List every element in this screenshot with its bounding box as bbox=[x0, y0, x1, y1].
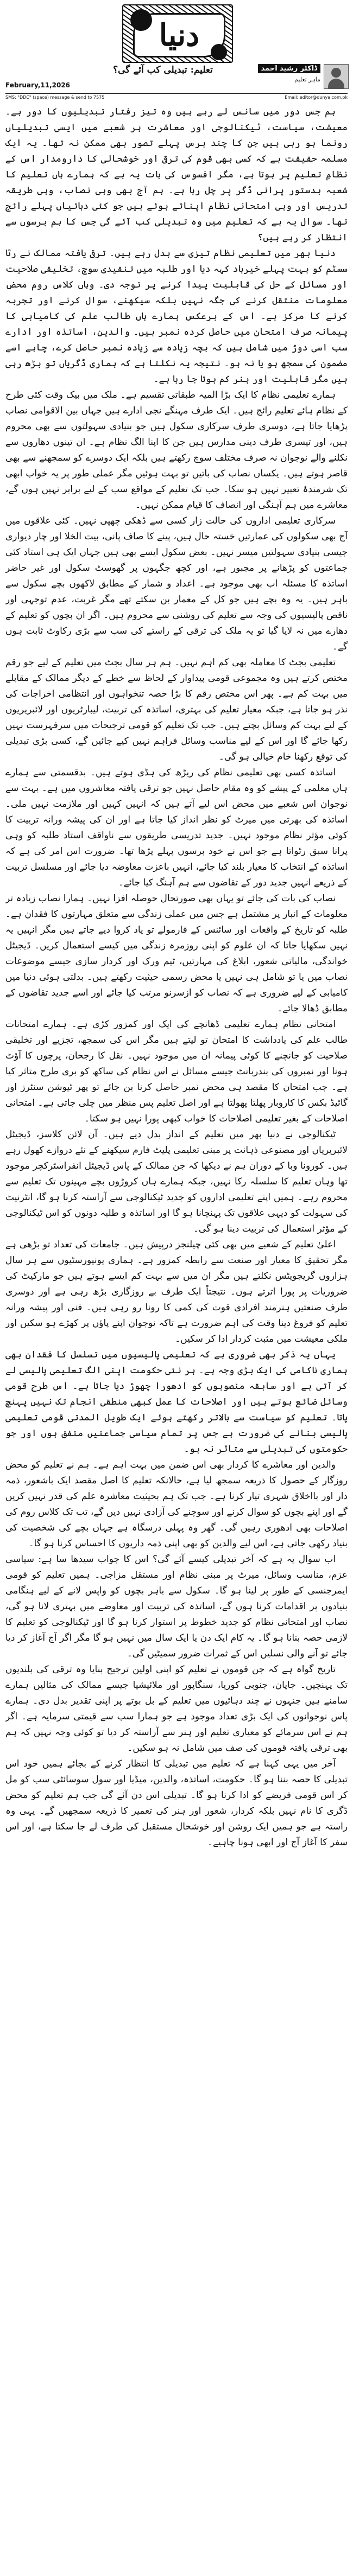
author-photo bbox=[324, 64, 349, 89]
article-paragraph: امتحانی نظام ہمارے تعلیمی ڈھانچے کی ایک اور کمزور کڑی ہے۔ ہمارے امتحانات طالب علم کی یادداشت کا امتحان تو لیتے ہیں مگر اس کی سمجھ، تجزیے اور تخلیقی صلاحیت کو جانچنے کا کوئی پیمانہ ان میں موجود نہیں۔ نقل کا رجحان، پرچوں کا آؤٹ ہونا اور نمبروں کی بندربانٹ جیسے مسائل نے اس نظام کی ساکھ کو بری طرح متاثر کیا ہے۔ جب امتحان کا مقصد ہی محض نمبر حاصل کرنا بن جائے تو پھر ٹیوشن سنٹرز اور گائیڈ بکس کا کاروبار پھلتا پھولتا ہے اور اصل تعلیم پس منظر میں چلی جاتی ہے۔ امتحانی اصلاحات کے بغیر تعلیمی اصلاحات کا خواب کبھی پورا نہیں ہو سکتا۔ bbox=[5, 1019, 348, 1124]
article-paragraph: ہم جس دور میں سانس لے رہے ہیں وہ تیز رفتار تبدیلیوں کا دور ہے۔ معیشت، سیاست، ٹیکنالوجی اور معاشرت ہر شعبے میں ایسی تبدیلیاں رونما ہو رہی ہیں جن کا چند برس پہلے تصور بھی ممکن نہ تھا۔ یہ ایک مسلمہ حقیقت ہے کہ کسی بھی قوم کی ترقی اور خوشحالی کا دارومدار اس کے نظامِ تعلیم پر ہوتا ہے، مگر افسوس کی بات یہ ہے کہ ہمارے ہاں تعلیم کا شعبہ بدستور پرانی ڈگر پر چل رہا ہے۔ ہم آج بھی وہی نصاب، وہی طریقہ تدریس اور وہی امتحانی نظام اپنائے ہوئے ہیں جو کئی دہائیاں پہلے رائج تھا۔ سوال یہ ہے کہ تعلیم میں وہ تبدیلی کب آئے گی جس کا ہم برسوں سے انتظار کر رہے ہیں؟ bbox=[5, 106, 348, 243]
article-paragraph: آخر میں یہی کہنا ہے کہ تعلیم میں تبدیلی کا انتظار کرنے کے بجائے ہمیں خود اس تبدیلی کا حصہ بننا ہو گا۔ حکومت، اساتذہ، والدین، میڈیا اور سول سوسائٹی سب کو مل کر اس قومی فریضے کو ادا کرنا ہو گا۔ تبدیلی اس دن آئے گی جب ہم تعلیم کو محض ڈگری کا نام نہیں بلکہ کردار، شعور اور ہنر کی تعمیر کا ذریعہ سمجھیں گے۔ یہی وہ راستہ ہے جو ہمیں ایک روشن اور خوشحال مستقبل کی طرف لے جا سکتا ہے، اور اس سفر کا آغاز آج اور ابھی ہونا چاہیے۔ bbox=[5, 1758, 348, 1848]
article-paragraph: سرکاری تعلیمی اداروں کی حالت زار کسی سے ڈھکی چھپی نہیں۔ کئی علاقوں میں آج بھی سکولوں کی عمارتیں خستہ حال ہیں، پینے کا صاف پانی، بیت الخلا اور چار دیواری جیسی بنیادی سہولتیں میسر نہیں۔ بعض سکول ایسے بھی ہیں جہاں ایک ہی استاد کئی جماعتوں کو پڑھانے پر مجبور ہے، اور کچھ جگہوں پر گھوسٹ سکول اور غیر حاضر اساتذہ کا مسئلہ اب بھی موجود ہے۔ اعداد و شمار کے مطابق لاکھوں بچے سکول سے باہر ہیں۔ یہ وہ بچے ہیں جو کل کے معمار بن سکتے تھے مگر غربت، عدم توجہی اور ناقص پالیسیوں کی وجہ سے تعلیم کی روشنی سے محروم ہیں۔ اگر ان بچوں کو تعلیم کے دھارے میں نہ لایا گیا تو یہ ملک کی ترقی کے راستے کی سب سے بڑی رکاوٹ ثابت ہوں گے۔ bbox=[5, 515, 348, 652]
article-paragraph: تاریخ گواہ ہے کہ جن قوموں نے تعلیم کو اپنی اولین ترجیح بنایا وہ ترقی کی بلندیوں تک پہنچیں۔ جاپان، جنوبی کوریا، سنگاپور اور ملائیشیا جیسے ممالک کی مثالیں ہمارے سامنے ہیں جنہوں نے چند دہائیوں میں تعلیم کے بل بوتے پر اپنی تقدیر بدل دی۔ ہمارے پاس نوجوانوں کی ایک بڑی تعداد موجود ہے جو ہمارا سب سے قیمتی سرمایہ ہے۔ اگر ہم نے اس سرمائے کو معیاری تعلیم اور ہنر سے آراستہ کر دیا تو کوئی وجہ نہیں کہ ہم بھی ترقی یافتہ قوموں کی صف میں شامل نہ ہو سکیں۔ bbox=[5, 1664, 348, 1754]
author-block bbox=[251, 64, 349, 90]
article-paragraph: اب سوال یہ ہے کہ آخر تبدیلی کیسے آئے گی؟ اس کا جواب سیدھا سا ہے: سیاسی عزم، مناسب وسائل، میرٹ پر مبنی نظام اور مستقل مزاجی۔ ہمیں تعلیم کو قومی ایمرجنسی کے طور پر لینا ہو گا۔ سکول سے باہر بچوں کو واپس لانے کے لیے ہنگامی بنیادوں پر اقدامات کرنا ہوں گے، اساتذہ کی تربیت اور معاوضے میں بہتری لانا ہو گی، نصاب اور امتحانی نظام کو جدید خطوط پر استوار کرنا ہو گا اور ٹیکنالوجی کو تعلیم کا لازمی حصہ بنانا ہو گا۔ یہ کام ایک دن یا ایک سال میں نہیں ہو گا مگر اگر آج آغاز کر دیا جائے تو آنے والی نسلیں اس کے ثمرات ضرور سمیٹیں گی۔ bbox=[5, 1554, 348, 1659]
article-paragraph: اعلیٰ تعلیم کے شعبے میں بھی کئی چیلنجز درپیش ہیں۔ جامعات کی تعداد تو بڑھی ہے مگر تحقیق کا معیار اور صنعت سے رابطہ کمزور ہے۔ ہماری یونیورسٹیوں سے ہر سال ہزاروں گریجویٹس نکلتے ہیں مگر ان میں سے بہت کم ایسے ہوتے ہیں جو مارکیٹ کی ضروریات پر پورا اترتے ہوں۔ نتیجتاً ایک طرف بے روزگاری بڑھ رہی ہے اور دوسری طرف صنعتیں ہنرمند افرادی قوت کی کمی کا رونا رو رہی ہیں۔ فنی اور پیشہ ورانہ تعلیم کو فروغ دینا وقت کی اہم ضرورت ہے تاکہ نوجوان اپنے پاؤں پر کھڑے ہو سکیں اور ملکی معیشت میں مثبت کردار ادا کر سکیں۔ bbox=[5, 1239, 348, 1344]
email-info: Email: editor@dunya.com.pk bbox=[285, 95, 348, 100]
author-name: ڈاکٹر رشید احمد bbox=[258, 64, 320, 73]
masthead bbox=[0, 0, 353, 100]
author-title: ماہر تعلیم bbox=[294, 76, 320, 83]
article-paragraph: ٹیکنالوجی نے دنیا بھر میں تعلیم کے انداز بدل دیے ہیں۔ آن لائن کلاسز، ڈیجیٹل لائبریریاں اور مصنوعی ذہانت پر مبنی تعلیمی پلیٹ فارم سیکھنے کے نئے دروازے کھول رہے ہیں۔ کورونا وبا کے دوران ہم نے دیکھا کہ جن ممالک کے پاس ڈیجیٹل انفراسٹرکچر موجود تھا وہاں تعلیم کا سلسلہ رکا نہیں، جبکہ ہمارے ہاں کروڑوں بچے مہینوں تک تعلیم سے محروم رہے۔ ہمیں اپنے تعلیمی اداروں کو جدید ٹیکنالوجی سے آراستہ کرنا ہو گا، انٹرنیٹ کی سہولت کو دیہی علاقوں تک پہنچانا ہو گا اور اساتذہ و طلبہ دونوں کو اس ٹیکنالوجی کے مؤثر استعمال کی تربیت دینا ہو گی۔ bbox=[5, 1129, 348, 1234]
article-body bbox=[5, 104, 348, 2567]
article-paragraph: نصاب کی بات کی جائے تو یہاں بھی صورتحال حوصلہ افزا نہیں۔ ہمارا نصاب زیادہ تر معلومات کے انبار پر مشتمل ہے جس میں عملی زندگی سے متعلق مہارتوں کا فقدان ہے۔ طلبہ کو تاریخ کے واقعات اور سائنس کے فارمولے تو یاد کروا دیے جاتے ہیں مگر انہیں یہ نہیں سکھایا جاتا کہ ان علوم کو اپنی روزمرہ زندگی میں کیسے استعمال کریں۔ ڈیجیٹل خواندگی، مالیاتی شعور، ابلاغ کی مہارتیں، ٹیم ورک اور کردار سازی جیسے موضوعات نصاب میں یا تو شامل ہی نہیں یا محض رسمی حیثیت رکھتے ہیں۔ بدلتی ہوئی دنیا میں کامیابی کے لیے ضروری ہے کہ نصاب کو ازسرنو مرتب کیا جائے اور اسے جدید تقاضوں کے مطابق ڈھالا جائے۔ bbox=[5, 893, 348, 1014]
article-paragraph: اساتذہ کسی بھی تعلیمی نظام کی ریڑھ کی ہڈی ہوتے ہیں۔ بدقسمتی سے ہمارے ہاں معلمی کے پیشے کو وہ مقام حاصل نہیں جو ترقی یافتہ معاشروں میں ہے۔ بہت سے نوجوان اس شعبے میں محض اس لیے آتے ہیں کہ انہیں کہیں اور ملازمت نہیں ملی۔ اساتذہ کی بھرتی میں میرٹ کو نظر انداز کیا جاتا ہے اور ان کی پیشہ ورانہ تربیت کا کوئی مؤثر نظام موجود نہیں۔ جدید تدریسی طریقوں سے ناواقف استاد طلبہ کو وہی پرانا سبق رٹواتا ہے جو اس نے خود برسوں پہلے پڑھا تھا۔ ضرورت اس امر کی ہے کہ اساتذہ کے انتخاب کا معیار بلند کیا جائے، انہیں باعزت معاوضہ دیا جائے اور مسلسل تربیت کے ذریعے انہیں جدید دور کے تقاضوں سے ہم آہنگ کیا جائے۔ bbox=[5, 767, 348, 888]
newspaper-logo bbox=[122, 4, 233, 63]
column-headline: تعلیم: تبدیلی کب آئے گی؟ bbox=[113, 65, 213, 75]
article-paragraph: یہاں یہ ذکر بھی ضروری ہے کہ تعلیمی پالیسیوں میں تسلسل کا فقدان بھی ہماری ناکامی کی ایک بڑی وجہ ہے۔ ہر نئی حکومت اپنی الگ تعلیمی پالیسی لے کر آتی ہے اور سابقہ منصوبوں کو ادھورا چھوڑ دیا جاتا ہے۔ اس طرح قومی وسائل ضائع ہوتے ہیں اور اصلاحات کا عمل کبھی منطقی انجام تک نہیں پہنچ پاتا۔ تعلیم کو سیاست سے بالاتر رکھتے ہوئے ایک طویل المدتی قومی تعلیمی پالیسی بنانے کی ضرورت ہے جس پر تمام سیاسی جماعتیں متفق ہوں اور جو حکومتوں کی تبدیلی سے متاثر نہ ہو۔ bbox=[5, 1349, 348, 1455]
sms-info: SMS: "DDC" (space) message & send to 7575 bbox=[5, 95, 105, 100]
article-paragraph: ہمارے تعلیمی نظام کا ایک بڑا المیہ طبقاتی تقسیم ہے۔ ملک میں بیک وقت کئی طرح کے نظام ہائے تعلیم رائج ہیں۔ ایک طرف مہنگے نجی ادارے ہیں جہاں بین الاقوامی نصاب پڑھایا جاتا ہے، دوسری طرف سرکاری سکول ہیں جو بنیادی سہولتوں سے بھی محروم ہیں، اور تیسری طرف دینی مدارس ہیں جن کا اپنا الگ نظام ہے۔ ان تینوں دھاروں سے نکلنے والے نوجوان نہ صرف مختلف سوچ رکھتے ہیں بلکہ ایک دوسرے کو سمجھنے سے بھی قاصر ہوتے ہیں۔ یکساں نصاب کی باتیں تو بہت ہوئیں مگر عملی طور پر یہ خواب ابھی تک شرمندۂ تعبیر نہیں ہو سکا۔ جب تک تعلیم کے مواقع سب کے لیے برابر نہیں ہوں گے، معاشرے میں ہم آہنگی اور انصاف کا قیام ممکن نہیں۔ bbox=[5, 390, 348, 511]
article-paragraph: دنیا بھر میں تعلیمی نظام تیزی سے بدل رہے ہیں۔ ترقی یافتہ ممالک نے رٹا سسٹم کو بہت پہلے خیرباد کہہ دیا اور طلبہ میں تنقیدی سوچ، تخلیقی صلاحیت اور مسائل کے حل کی قابلیت پیدا کرنے پر توجہ دی۔ وہاں کلاس روم محض معلومات منتقل کرنے کی جگہ نہیں بلکہ سیکھنے، سوال کرنے اور تجربہ کرنے کا مرکز ہے۔ اس کے برعکس ہمارے ہاں طالب علم کی کامیابی کا پیمانہ صرف امتحان میں حاصل کردہ نمبر ہیں۔ والدین، اساتذہ اور ادارے سب اسی دوڑ میں شامل ہیں کہ بچہ زیادہ سے زیادہ نمبر حاصل کرے، چاہے اسے مضمون کی سمجھ ہو یا نہ ہو۔ نتیجہ یہ نکلتا ہے کہ ہماری ڈگریاں تو بڑھ رہی ہیں مگر قابلیت اور ہنر کم ہوتا جا رہا ہے۔ bbox=[5, 248, 348, 385]
publication-date: February,11,2026 bbox=[5, 81, 71, 89]
article-paragraph: تعلیمی بجٹ کا معاملہ بھی کم اہم نہیں۔ ہم ہر سال بجٹ میں تعلیم کے لیے جو رقم مختص کرتے ہیں وہ مجموعی قومی پیداوار کے لحاظ سے خطے کے دیگر ممالک کے مقابلے میں بہت کم ہے۔ پھر اس مختص رقم کا بڑا حصہ تنخواہوں اور انتظامی اخراجات کی نذر ہو جاتا ہے، جبکہ معیار تعلیم کی بہتری، اساتذہ کی تربیت، لیبارٹریوں اور لائبریریوں کے لیے بہت کم وسائل بچتے ہیں۔ جب تک تعلیم کو قومی ترجیحات میں سرفہرست نہیں رکھا جائے گا اور اس کے لیے مناسب وسائل فراہم نہیں کیے جائیں گے، کسی بڑی تبدیلی کی توقع رکھنا خام خیالی ہو گی۔ bbox=[5, 657, 348, 762]
contact-info-bar bbox=[5, 93, 348, 101]
article-paragraph: والدین اور معاشرے کا کردار بھی اس ضمن میں بہت اہم ہے۔ ہم نے تعلیم کو محض روزگار کے حصول کا ذریعہ سمجھ لیا ہے، حالانکہ تعلیم کا اصل مقصد ایک باشعور، ذمہ دار اور بااخلاق شہری تیار کرنا ہے۔ جب تک ہم بحیثیت معاشرہ علم کی قدر نہیں کریں گے اور اپنے بچوں کو سوال کرنے اور سوچنے کی آزادی نہیں دیں گے، تب تک کلاس روم کی اصلاحات بھی ادھوری رہیں گی۔ گھر وہ پہلی درسگاہ ہے جہاں بچے کی شخصیت کی بنیاد رکھی جاتی ہے، اس لیے والدین کو بھی اپنی ذمہ داریوں کا احساس کرنا ہو گا۔ bbox=[5, 1459, 348, 1549]
logo-lettering: دنیا bbox=[133, 13, 225, 58]
